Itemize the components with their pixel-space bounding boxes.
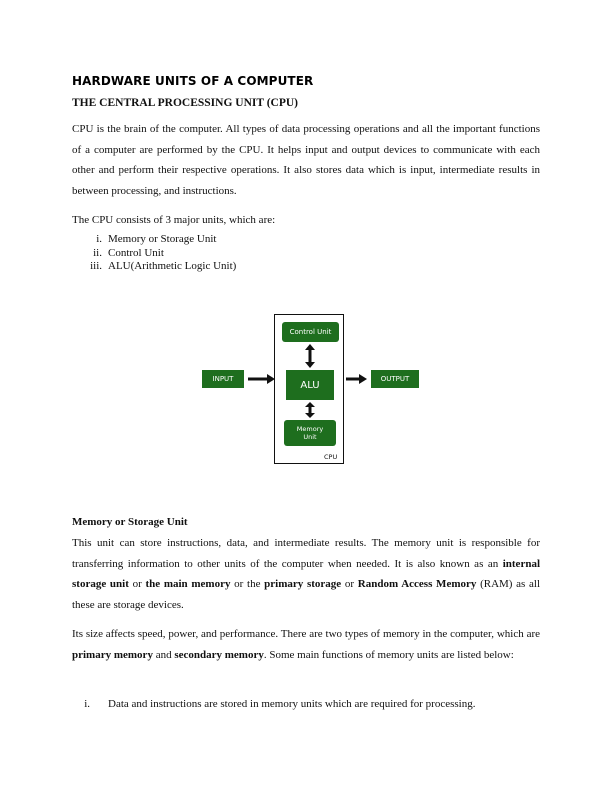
input-box: INPUT	[202, 370, 244, 388]
cpu-units-intro: The CPU consists of 3 major units, which are:	[72, 214, 276, 226]
list-item: i. Memory or Storage Unit	[96, 233, 217, 245]
memory-section-heading: Memory or Storage Unit	[72, 516, 188, 528]
output-arrow-icon	[346, 374, 367, 384]
input-arrow-icon	[248, 374, 275, 384]
memory-types-paragraph: Its size affects speed, power, and performance. There are two types of memory in the computer, which are primary memory and secondary memory. Some main functions of memory units are listed below:	[72, 628, 540, 661]
list-item: iii. ALU(Arithmetic Logic Unit)	[90, 260, 237, 272]
alu-box: ALU	[286, 370, 334, 400]
cpu-label: CPU	[324, 453, 338, 461]
page-title: HARDWARE UNITS OF A COMPUTER	[72, 74, 314, 88]
alu-memory-double-arrow-icon	[305, 402, 315, 418]
control-alu-double-arrow-icon	[305, 344, 315, 368]
cpu-description-paragraph: CPU is the brain of the computer. All types of data processing operations and all the important functions of a computer are performed by the CPU. It helps input and output devices to communicate with each other and perform their respective operations. It also stores data which is input, intermediate results in between processing, and instructions.	[72, 123, 540, 197]
memory-description-paragraph: This unit can store instructions, data, and intermediate results. The memory unit is responsible for transferring information to other units of the computer when needed. It is also known as an internal storage unit or the main memory or the primary storage or Random Access Memory (RAM) as all these are storage devices.	[72, 537, 541, 611]
control-unit-box: Control Unit	[282, 322, 339, 342]
cpu-block-diagram	[195, 300, 435, 470]
memory-unit-box: Memory Unit	[284, 420, 336, 446]
output-box: OUTPUT	[371, 370, 419, 388]
list-item: i. Data and instructions are stored in memory units which are required for processing.	[84, 698, 476, 710]
cpu-units-list	[72, 233, 236, 274]
memory-functions-list	[72, 698, 475, 710]
cpu-section-heading: THE CENTRAL PROCESSING UNIT (CPU)	[72, 97, 298, 109]
list-item: ii. Control Unit	[93, 246, 164, 259]
